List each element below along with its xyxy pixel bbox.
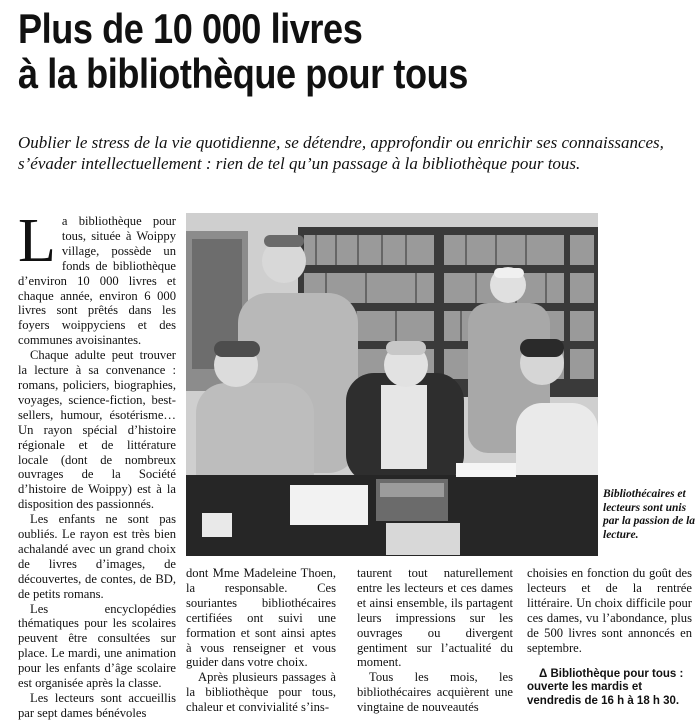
first-paragraph-text: a bibliothèque pour tous, située à Woippy village, possède un fonds de bibliothèque d’environ 10 000 livres et chaque année, environ 6 000 livres sont prêtés dans les foyers woippyciens et des communes avoisinantes. <box>18 214 176 348</box>
drop-cap: L <box>18 207 56 275</box>
photo-caption: Bibliothécaires et lecteurs sont unis par la passion de la lecture. <box>603 488 696 541</box>
paragraph: Les lecteurs sont accueillis par sept dames bénévoles <box>18 691 176 720</box>
paragraph: Chaque adulte peut trouver la lecture à sa convenance : romans, policiers, biographies, voyages, science-fiction, best-sellers, humour, ésotérisme… Un rayon spécial d’histoire régionale et de littérature locale (dont de nombreux ouvrages de la Société d’histoire de Woippy) est à la disposition des passionnés. <box>18 348 176 512</box>
opening-hours-box <box>527 668 697 708</box>
lead-paragraph: Oublier le stress de la vie quotidienne, se détendre, approfondir ou enrichir ses connaissances, s’évader intellectuellement : rien de tel qu’un passage à la bibliothèque pour tous. <box>18 133 664 173</box>
headline-line-1: Plus de 10 000 livres <box>18 5 363 52</box>
column-2 <box>186 566 336 715</box>
column-3 <box>357 566 513 715</box>
paragraph: taurent tout naturellement entre les lecteurs et ces dames et ainsi ensemble, ils partagent leurs impressions sur les ouvrages ou divergent gentiment sur l’actualité du moment. <box>357 566 513 670</box>
paragraph: dont Mme Madeleine Thoen, la responsable. Ces souriantes bibliothécaires certifiées ont suivi une formation et sont ainsi aptes à vous renseigner et vous guider dans votre choix. <box>186 566 336 670</box>
column-1 <box>18 207 176 721</box>
paragraph: Après plusieurs passages à la bibliothèque pour tous, chaleur et convivialité s’ins- <box>186 670 336 715</box>
headline <box>18 6 594 96</box>
paragraph: Les enfants ne sont pas oubliés. Le rayon est très bien achalandé avec un grand choix de livres d’images, de découvertes, de contes, de BD, de petits romans. <box>18 512 176 601</box>
paragraph: choisies en fonction du goût des lecteurs et de la rentrée littéraire. Un choix difficile pour ces dames, vu l’abondance, plus de 500 livres sont annoncés en septembre. <box>527 566 692 655</box>
library-photo <box>186 213 598 556</box>
first-paragraph <box>18 207 176 348</box>
column-4 <box>527 566 692 655</box>
delta-icon: Δ <box>539 668 548 680</box>
opening-hours-text: Bibliothèque pour tous : ouverte les mardis et vendredis de 16 h à 18 h 30. <box>527 668 684 707</box>
paragraph: Tous les mois, les bibliothécaires acquièrent une vingtaine de nouveautés <box>357 670 513 715</box>
paragraph: Les encyclopédies thématiques pour les scolaires peuvent être consultées sur place. Le mardi, une animation pour les enfants d’âge scolaire est organisée après la classe. <box>18 601 176 691</box>
headline-line-2: à la bibliothèque pour tous <box>18 50 468 97</box>
